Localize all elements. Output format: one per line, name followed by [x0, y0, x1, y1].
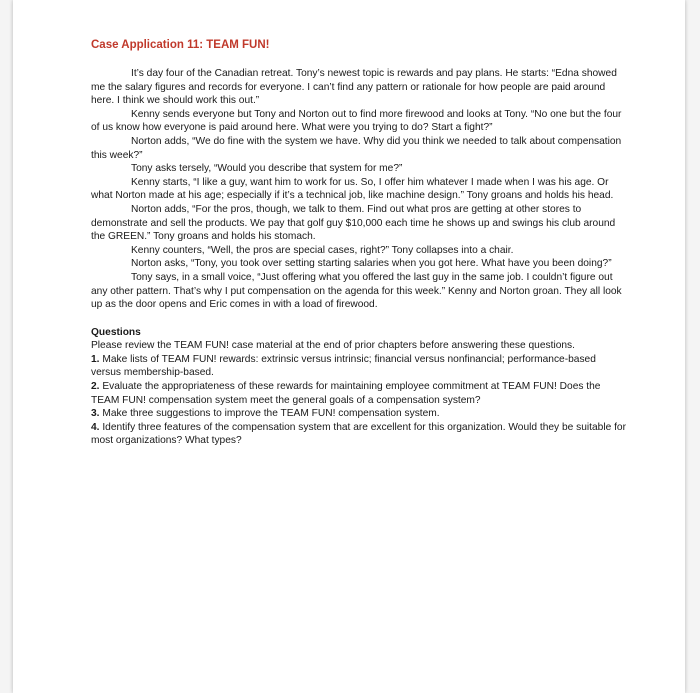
- question-item: [91, 380, 626, 407]
- case-paragraph: Norton adds, “For the pros, though, we talk to them. Find out what pros are getting at other stores to demonstrate and sell the products. We pay that golf guy $10,000 each time he shows up and swings his club around the GREEN.” Tony groans and holds his stomach.: [91, 203, 616, 243]
- question-text: Make lists of TEAM FUN! rewards: extrinsic versus intrinsic; financial versus nonfinancial; performance-based versus membership-based.: [91, 353, 596, 379]
- question-item: [91, 407, 626, 421]
- question-number: 4.: [91, 421, 100, 433]
- questions-heading: Questions: [91, 326, 141, 338]
- question-text: Evaluate the appropriateness of these rewards for maintaining employee commitment at TEAM FUN! Does the TEAM FUN! compensation system meet the general goals of a compensation system?: [91, 381, 601, 406]
- document-page: [13, 0, 685, 693]
- case-paragraph: Norton asks, “Tony, you took over setting starting salaries when you got here. What have you been doing?”: [131, 258, 612, 270]
- case-paragraph: Kenny starts, “I like a guy, want him to work for us. So, I offer him whatever I made when I was his age. Or what Norton made at his age; especially if it’s a technical job, like machine design.” Tony groans and holds his head.: [91, 176, 614, 202]
- question-item: [91, 353, 626, 380]
- case-paragraph: It’s day four of the Canadian retreat. Tony’s newest topic is rewards and pay plans. He starts: “Edna showed me the salary figures and records for everyone. I can’t find any pattern or rationale for how people are paid around here. I think we should work this out.”: [91, 68, 617, 107]
- case-paragraph: Norton adds, “We do fine with the system we have. Why did you think we needed to talk about compensation this week?”: [91, 135, 622, 161]
- case-paragraph: Tony says, in a small voice, “Just offering what you offered the last guy in the same job. I couldn’t figure out any other pattern. That’s why I put compensation on the agenda for this week.” Kenny and Norton groan. They all look up as the door opens and Eric comes in with a load of firewood.: [91, 271, 622, 311]
- question-text: Identify three features of the compensation system that are excellent for this organization. Would they be suitable for most organizations? What types?: [91, 421, 626, 447]
- case-title: Case Application 11: TEAM FUN!: [91, 39, 270, 51]
- case-paragraph: Kenny counters, “Well, the pros are special cases, right?” Tony collapses into a chair.: [131, 244, 514, 256]
- case-paragraph: Tony asks tersely, “Would you describe that system for me?”: [131, 163, 403, 175]
- question-item: [91, 421, 626, 448]
- case-paragraph: Kenny sends everyone but Tony and Norton out to find more firewood and looks at Tony. “No one but the four of us know how everyone is paid around here. What were you trying to do? Start a fight?”: [91, 108, 622, 134]
- question-number: 2.: [91, 381, 100, 393]
- question-text: Make three suggestions to improve the TEAM FUN! compensation system.: [102, 408, 440, 420]
- document-content: [91, 38, 626, 448]
- question-number: 3.: [91, 408, 100, 420]
- question-number: 1.: [91, 353, 100, 365]
- questions-intro: Please review the TEAM FUN! case material at the end of prior chapters before answering these questions.: [91, 340, 575, 352]
